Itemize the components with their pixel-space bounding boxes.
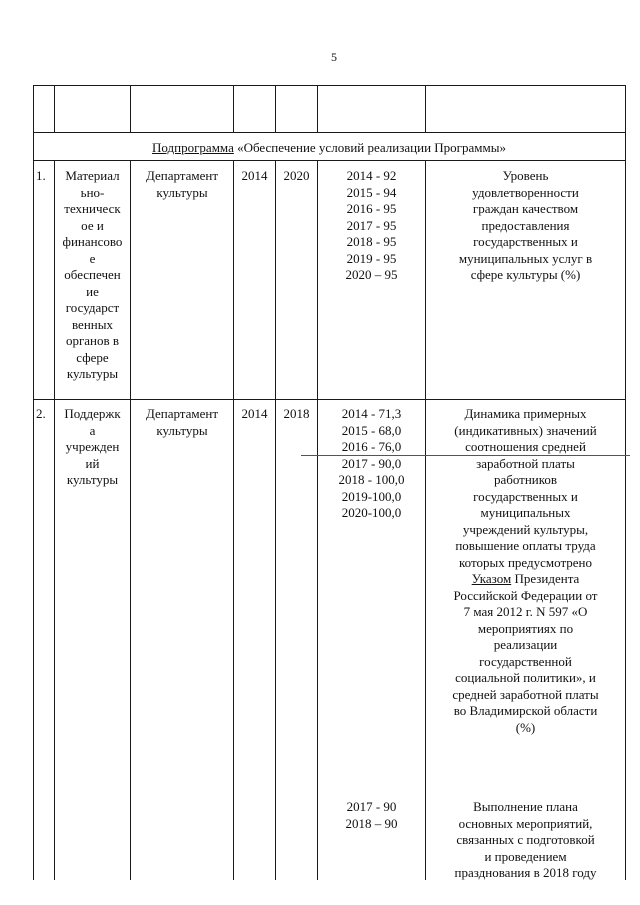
row-number: 2. [36,406,46,421]
executor: Департамент культуры [145,168,219,200]
decree-link[interactable]: Указом [471,571,512,586]
row-number: 1. [36,168,46,183]
col-divider-5 [317,85,318,132]
executor: Департамент культуры [145,406,219,438]
table-header-divider [33,132,626,133]
table-border-top [33,85,626,86]
indicator-text: Президента Российской Федерации от 7 мая 2012 г. N 597 «О мероприятиях по реализации государственной социальной политики», и средней заработной платы во Владимирской области (%) [452,571,599,735]
col-divider-6 [425,85,426,132]
subprogram-name: «Обеспечение условий реализации Программы» [233,140,506,155]
page-number: 5 [331,50,337,64]
table-border-right [625,85,626,880]
col-divider-3 [233,85,234,132]
indicator-values: 2014 - 92 2015 - 94 2016 - 95 2017 - 95 2018 - 95 2019 - 95 2020 – 95 [345,168,398,282]
col-divider-4 [275,85,276,132]
indicator-description: Выполнение плана основных мероприятий, связанных с подготовкой и проведением празднования в 2018 году [454,799,597,880]
measure-name: Поддержк а учрежден ий культуры [64,406,121,487]
indicator-values: 2017 - 90 2018 – 90 [345,799,398,831]
measure-name: Материал ьно- техническ ое и финансово е обеспечен ие государст венных органов в сфере культуры [62,168,123,381]
col-divider-3 [233,160,234,880]
subprogram-prefix: Подпрограмма [152,140,234,155]
indicator-values: 2014 - 71,3 2015 - 68,0 2016 - 76,0 2017 - 90,0 2018 - 100,0 2019-100,0 2020-100,0 [338,406,405,520]
start-year: 2014 [241,168,268,183]
indicator-description: Уровень удовлетворенности граждан качеством предоставления государственных и муниципальных услуг в сфере культуры (%) [458,168,593,282]
col-divider-4 [275,160,276,880]
col-divider-2 [130,160,131,880]
subprogram-divider [33,160,626,161]
end-year: 2020 [283,168,310,183]
indicator-text: Динамика примерных (индикативных) значений соотношения средней заработной платы работников государственных и муниципальных учреждений культуры, повышение оплаты труда которых предусмотрено [454,406,597,570]
table-border-left [33,85,34,880]
end-year: 2018 [283,406,310,421]
row-divider [33,399,626,400]
col-divider-1 [54,85,55,132]
start-year: 2014 [241,406,268,421]
subprogram-title [33,140,625,156]
scan-artifact-line [301,455,630,456]
col-divider-2 [130,85,131,132]
